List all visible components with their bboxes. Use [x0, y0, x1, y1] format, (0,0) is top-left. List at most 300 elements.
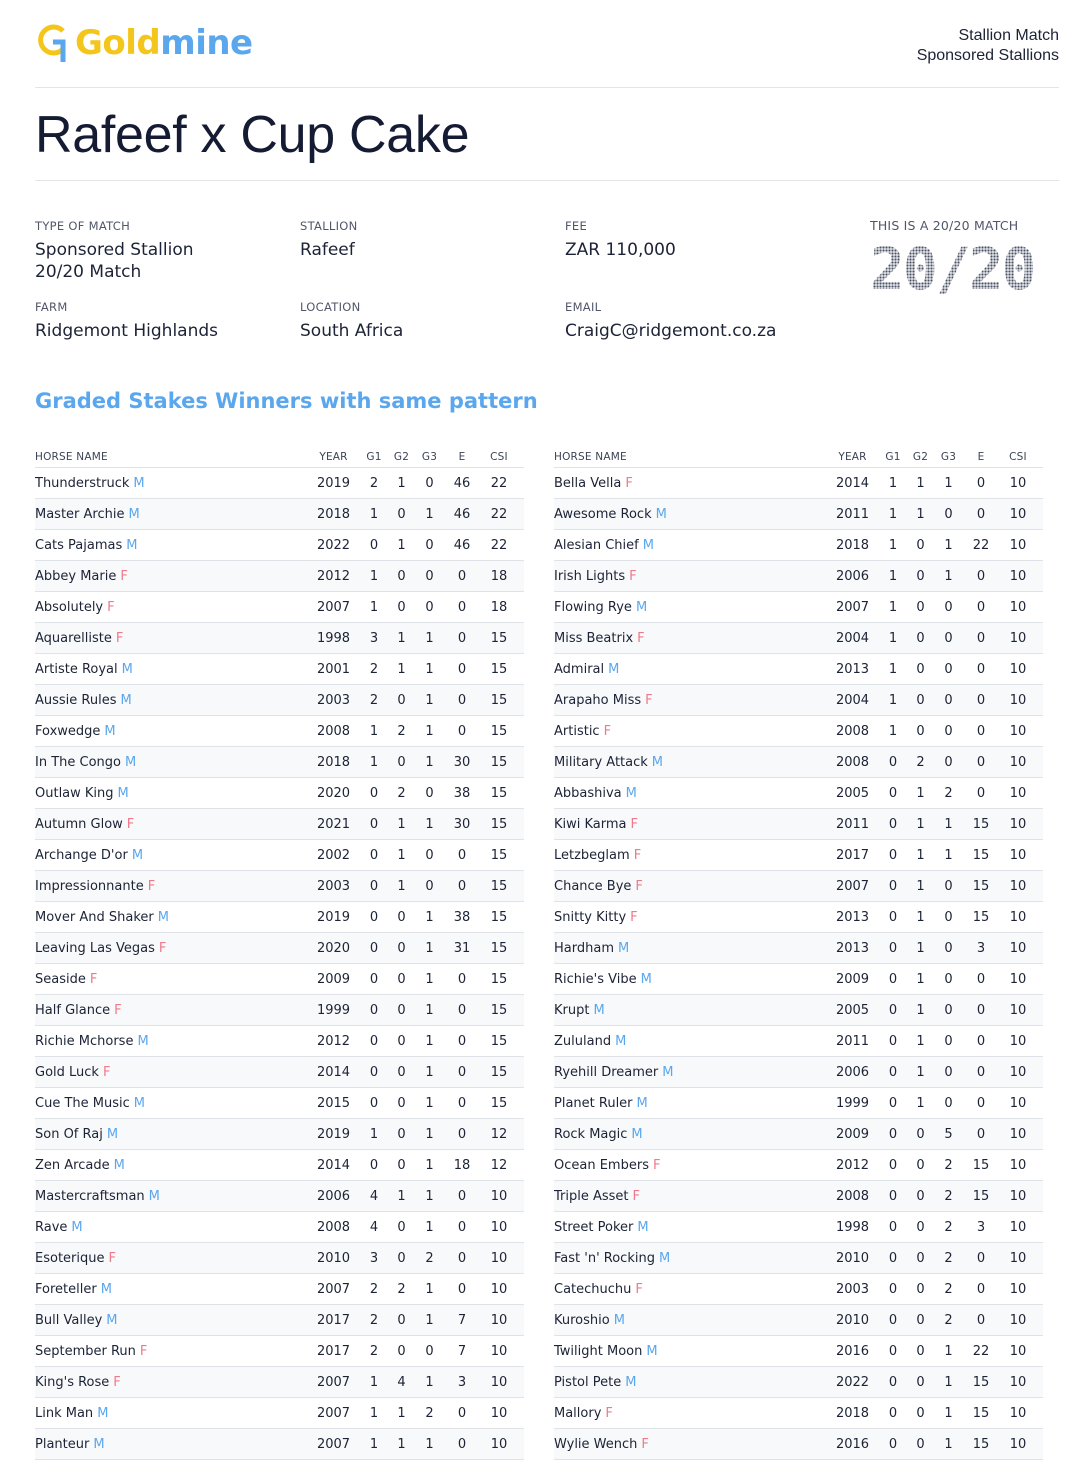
type-of-match-line2: 20/20 Match [35, 262, 142, 282]
horse-name: Letzbeglam [554, 847, 630, 863]
g3-cell: 0 [944, 1095, 953, 1111]
e-cell: 0 [976, 971, 986, 987]
csi-cell: 15 [490, 909, 508, 925]
horse-name-cell [35, 569, 307, 584]
g2-cell: 1 [397, 847, 406, 863]
csi-cell: 10 [1009, 1126, 1027, 1142]
horse-sex: M [120, 692, 132, 708]
g3-cell: 1 [425, 661, 434, 677]
csi-cell: 12 [490, 1157, 508, 1173]
e-cell: 15 [972, 816, 990, 832]
header-context [917, 26, 1059, 66]
g2-cell: 0 [397, 1126, 406, 1142]
year-cell: 2016 [835, 1343, 870, 1359]
e-cell: 0 [976, 1250, 986, 1266]
g2-cell: 0 [397, 971, 406, 987]
e-cell: 30 [453, 754, 471, 770]
g3-cell: 1 [425, 1095, 434, 1111]
column-header: E [977, 451, 985, 463]
year-cell: 2011 [835, 816, 870, 832]
horse-sex: F [629, 568, 637, 584]
g3-cell: 1 [944, 568, 953, 584]
g2-cell: 0 [916, 630, 925, 646]
horse-sex: F [637, 630, 645, 646]
horse-sex: M [104, 723, 116, 739]
horse-name-cell [35, 507, 307, 522]
g2-cell: 0 [916, 723, 925, 739]
horse-name-cell [35, 538, 307, 553]
horse-name-cell [554, 507, 826, 522]
g3-cell: 1 [944, 816, 953, 832]
csi-cell: 15 [490, 816, 508, 832]
table-row [554, 778, 1043, 809]
horse-name: Autumn Glow [35, 816, 123, 832]
horse-name: Ocean Embers [554, 1157, 649, 1173]
csi-cell: 10 [1009, 692, 1027, 708]
email-value[interactable]: CraigC@ridgemont.co.za [565, 321, 777, 341]
horse-sex: F [635, 1281, 643, 1297]
horse-sex: M [106, 1312, 118, 1328]
title-block [35, 100, 1059, 181]
horse-name: Fast 'n' Rocking [554, 1250, 655, 1266]
year-cell: 1998 [835, 1219, 870, 1235]
g3-cell: 2 [944, 785, 953, 801]
table-row [554, 809, 1043, 840]
g2-cell: 1 [916, 816, 925, 832]
g2-cell: 1 [916, 785, 925, 801]
csi-cell: 10 [1009, 785, 1027, 801]
horse-name-cell [35, 1437, 307, 1452]
horse-name: Alesian Chief [554, 537, 639, 553]
horse-sex: F [126, 816, 135, 832]
csi-cell: 15 [490, 1095, 508, 1111]
horse-sex: M [662, 1064, 674, 1080]
table-row [554, 685, 1043, 716]
horse-name: Seaside [35, 971, 86, 987]
type-of-match-value [35, 239, 194, 283]
g1-cell: 1 [369, 1126, 379, 1142]
e-cell: 0 [457, 661, 467, 677]
horse-sex: M [646, 1343, 658, 1359]
g1-cell: 0 [888, 1095, 898, 1111]
horse-name: Cue The Music [35, 1095, 130, 1111]
farm [35, 300, 218, 342]
g2-cell: 0 [397, 754, 406, 770]
year-cell: 2014 [316, 1157, 351, 1173]
g3-cell: 0 [944, 909, 953, 925]
g3-cell: 1 [425, 723, 434, 739]
year-cell: 2014 [316, 1064, 351, 1080]
g2-cell: 0 [397, 692, 406, 708]
horse-name: Artistic [554, 723, 600, 739]
g3-cell: 1 [944, 1436, 953, 1452]
g3-cell: 1 [425, 1219, 434, 1235]
horse-sex: M [640, 971, 652, 987]
g1-cell: 1 [369, 599, 379, 615]
e-cell: 46 [453, 506, 471, 522]
g1-cell: 0 [888, 878, 898, 894]
g1-cell: 3 [369, 630, 379, 646]
table-row [554, 499, 1043, 530]
csi-cell: 10 [490, 1312, 508, 1328]
csi-cell: 15 [490, 661, 508, 677]
g1-cell: 0 [888, 1281, 898, 1297]
year-cell: 2012 [316, 1033, 351, 1049]
horse-name: Irish Lights [554, 568, 626, 584]
table-row [554, 1057, 1043, 1088]
g1-cell: 0 [888, 971, 898, 987]
g2-cell: 0 [916, 537, 925, 553]
table-row [35, 654, 524, 685]
horse-name: In The Congo [35, 754, 121, 770]
column-header: G2 [912, 451, 929, 463]
year-cell: 2017 [316, 1312, 351, 1328]
g3-cell: 1 [425, 1188, 434, 1204]
horse-name-cell [554, 1158, 826, 1173]
csi-cell: 10 [1009, 878, 1027, 894]
csi-cell: 15 [490, 630, 508, 646]
year-cell: 2009 [835, 1126, 870, 1142]
horse-name: Awesome Rock [554, 506, 652, 522]
year-cell: 2003 [316, 878, 351, 894]
g1-cell: 0 [888, 1250, 898, 1266]
horse-name-cell [554, 1251, 826, 1266]
year-cell: 2003 [835, 1281, 870, 1297]
g3-cell: 0 [944, 1033, 953, 1049]
horse-sex: F [113, 1374, 121, 1390]
e-cell: 0 [976, 506, 986, 522]
e-cell: 3 [976, 1219, 986, 1235]
g2-cell: 0 [916, 1312, 925, 1328]
match-badge [870, 219, 1050, 301]
csi-cell: 10 [490, 1188, 508, 1204]
year-cell: 2010 [316, 1250, 351, 1266]
horse-name-cell [554, 755, 826, 770]
year-cell: 2017 [316, 1343, 351, 1359]
horse-name-cell [554, 1034, 826, 1049]
g1-cell: 2 [369, 692, 379, 708]
csi-cell: 18 [490, 568, 508, 584]
g2-cell: 0 [916, 1188, 925, 1204]
horse-name: Master Archie [35, 506, 125, 522]
horse-name: King's Rose [35, 1374, 110, 1390]
table-row [35, 1212, 524, 1243]
csi-cell: 10 [1009, 537, 1027, 553]
stakes-winners-table-right [554, 447, 1043, 1460]
g1-cell: 0 [369, 847, 379, 863]
csi-cell: 10 [1009, 847, 1027, 863]
horse-name-cell [35, 693, 307, 708]
horse-sex: M [615, 1033, 627, 1049]
e-cell: 0 [457, 878, 467, 894]
horse-name: Archange D'or [35, 847, 128, 863]
csi-cell: 10 [490, 1281, 508, 1297]
table-row [554, 1150, 1043, 1181]
e-cell: 22 [972, 537, 990, 553]
horse-name: Zen Arcade [35, 1157, 110, 1173]
year-cell: 2019 [316, 909, 351, 925]
year-cell: 2008 [835, 723, 870, 739]
g2-cell: 0 [916, 599, 925, 615]
year-cell: 1998 [316, 630, 351, 646]
g1-cell: 1 [888, 723, 898, 739]
g3-cell: 0 [425, 568, 434, 584]
g1-cell: 0 [888, 1219, 898, 1235]
header-context-line2: Sponsored Stallions [916, 47, 1059, 64]
table-row [554, 747, 1043, 778]
e-cell: 0 [457, 599, 467, 615]
type-of-match-line1: Sponsored Stallion [35, 240, 194, 260]
table-row [35, 1429, 524, 1460]
g3-cell: 1 [425, 1033, 434, 1049]
e-cell: 0 [457, 630, 467, 646]
g2-cell: 2 [397, 723, 406, 739]
g3-cell: 5 [944, 1126, 953, 1142]
horse-name-cell [35, 1003, 307, 1018]
e-cell: 38 [453, 909, 471, 925]
table-row [35, 840, 524, 871]
logo-text-blue: mine [160, 23, 253, 63]
horse-name-cell [554, 724, 826, 739]
column-header: E [458, 451, 466, 463]
horse-name: Aquarelliste [35, 630, 112, 646]
horse-name-cell [35, 476, 307, 491]
year-cell: 2009 [316, 971, 351, 987]
g1-cell: 1 [888, 630, 898, 646]
e-cell: 31 [453, 940, 471, 956]
g1-cell: 1 [888, 506, 898, 522]
g3-cell: 1 [425, 692, 434, 708]
csi-cell: 15 [490, 785, 508, 801]
horse-sex: M [655, 506, 667, 522]
page-title: Rafeef x Cup Cake [35, 106, 470, 164]
csi-cell: 10 [490, 1374, 508, 1390]
year-cell: 2005 [835, 785, 870, 801]
g1-cell: 2 [369, 475, 379, 491]
horse-name: Miss Beatrix [554, 630, 634, 646]
year-cell: 2012 [316, 568, 351, 584]
e-cell: 0 [976, 599, 986, 615]
csi-cell: 15 [490, 971, 508, 987]
horse-name: Mallory [554, 1405, 602, 1421]
year-cell: 2018 [835, 537, 870, 553]
table-row [554, 1429, 1043, 1460]
stallion [300, 219, 358, 261]
g2-cell: 0 [397, 1002, 406, 1018]
table-body [554, 468, 1043, 1460]
horse-name-cell [35, 1313, 307, 1328]
horse-sex: M [593, 1002, 605, 1018]
horse-sex: F [625, 475, 633, 491]
csi-cell: 10 [1009, 1095, 1027, 1111]
year-cell: 2011 [835, 506, 870, 522]
g1-cell: 0 [888, 847, 898, 863]
e-cell: 7 [457, 1312, 467, 1328]
g3-cell: 1 [425, 1374, 434, 1390]
g2-cell: 1 [397, 1405, 406, 1421]
horse-name-cell [35, 631, 307, 646]
horse-sex: M [637, 1219, 649, 1235]
g2-cell: 0 [397, 1250, 406, 1266]
horse-name-cell [554, 972, 826, 987]
year-cell: 2008 [316, 1219, 351, 1235]
table-header [35, 447, 524, 468]
header-context-line1: Stallion Match [958, 27, 1059, 44]
horse-sex: M [157, 909, 169, 925]
g2-cell: 1 [916, 909, 925, 925]
table-header [554, 447, 1043, 468]
year-cell: 2022 [316, 537, 351, 553]
horse-name-cell [35, 1344, 307, 1359]
g3-cell: 1 [425, 1157, 434, 1173]
csi-cell: 10 [490, 1250, 508, 1266]
csi-cell: 15 [490, 692, 508, 708]
g3-cell: 0 [944, 506, 953, 522]
g2-cell: 2 [916, 754, 925, 770]
column-header: G1 [366, 451, 382, 463]
g1-cell: 1 [888, 692, 898, 708]
g3-cell: 1 [425, 1312, 434, 1328]
horse-name-cell [35, 786, 307, 801]
table-row [35, 964, 524, 995]
column-header: G2 [393, 451, 410, 463]
e-cell: 0 [976, 785, 986, 801]
horse-sex: F [652, 1157, 661, 1173]
horse-sex: M [113, 1157, 125, 1173]
g1-cell: 0 [369, 1064, 379, 1080]
goldmine-logo[interactable] [35, 22, 253, 64]
g1-cell: 2 [369, 1281, 379, 1297]
g1-cell: 0 [888, 1343, 898, 1359]
horse-sex: F [115, 630, 124, 646]
horse-name-cell [554, 1313, 826, 1328]
horse-sex: F [630, 909, 638, 925]
year-cell: 2006 [835, 568, 870, 584]
g1-cell: 0 [369, 1033, 379, 1049]
g2-cell: 0 [916, 1281, 925, 1297]
g3-cell: 1 [425, 1281, 434, 1297]
csi-cell: 15 [490, 1033, 508, 1049]
e-cell: 0 [976, 630, 986, 646]
g3-cell: 0 [944, 599, 953, 615]
e-cell: 0 [976, 1281, 986, 1297]
g1-cell: 1 [369, 723, 379, 739]
year-cell: 1999 [835, 1095, 870, 1111]
g3-cell: 1 [944, 1343, 953, 1359]
g2-cell: 2 [397, 1281, 406, 1297]
g1-cell: 0 [888, 1157, 898, 1173]
horse-name: Abbey Marie [35, 568, 117, 584]
horse-name-cell [554, 1220, 826, 1235]
g3-cell: 1 [944, 1405, 953, 1421]
g2-cell: 4 [397, 1374, 406, 1390]
e-cell: 0 [976, 1126, 986, 1142]
column-header: G1 [885, 451, 901, 463]
g3-cell: 0 [944, 723, 953, 739]
table-row [35, 902, 524, 933]
g1-cell: 0 [369, 816, 379, 832]
g1-cell: 1 [888, 661, 898, 677]
g1-cell: 0 [888, 1436, 898, 1452]
e-cell: 22 [972, 1343, 990, 1359]
horse-sex: F [635, 878, 643, 894]
g1-cell: 0 [888, 1405, 898, 1421]
location-value: South Africa [300, 321, 404, 341]
g2-cell: 0 [397, 506, 406, 522]
g3-cell: 1 [425, 909, 434, 925]
horse-name: Artiste Royal [35, 661, 118, 677]
column-header: YEAR [319, 451, 348, 463]
year-cell: 2004 [835, 692, 870, 708]
table-row [35, 1274, 524, 1305]
csi-cell: 10 [1009, 475, 1027, 491]
g3-cell: 0 [944, 1064, 953, 1080]
horse-name-cell [35, 910, 307, 925]
table-row [554, 1181, 1043, 1212]
year-cell: 2008 [835, 1188, 870, 1204]
e-cell: 0 [457, 1002, 467, 1018]
g2-cell: 0 [397, 1219, 406, 1235]
location-label: LOCATION [300, 300, 361, 314]
horse-sex: M [625, 1374, 637, 1390]
g3-cell: 1 [944, 537, 953, 553]
g1-cell: 0 [369, 909, 379, 925]
g1-cell: 2 [369, 1343, 379, 1359]
horse-name: Flowing Rye [554, 599, 632, 615]
e-cell: 15 [972, 878, 990, 894]
stakes-winners-table-left [35, 447, 524, 1460]
year-cell: 2007 [316, 1374, 351, 1390]
e-cell: 15 [972, 1436, 990, 1452]
g3-cell: 0 [425, 475, 434, 491]
fee [565, 219, 676, 261]
table-row [554, 1243, 1043, 1274]
g2-cell: 0 [916, 1436, 925, 1452]
table-row [35, 1057, 524, 1088]
year-cell: 2014 [835, 475, 870, 491]
e-cell: 0 [976, 723, 986, 739]
horse-sex: M [642, 537, 654, 553]
horse-name-cell [554, 1096, 826, 1111]
table-row [554, 1212, 1043, 1243]
g1-cell: 0 [369, 940, 379, 956]
horse-name: Leaving Las Vegas [35, 940, 155, 956]
g3-cell: 1 [425, 971, 434, 987]
e-cell: 0 [457, 971, 467, 987]
g3-cell: 0 [425, 878, 434, 894]
csi-cell: 15 [490, 723, 508, 739]
g3-cell: 1 [425, 816, 434, 832]
table-row [35, 592, 524, 623]
g3-cell: 0 [425, 847, 434, 863]
g3-cell: 0 [425, 1343, 434, 1359]
horse-sex: M [658, 1250, 671, 1266]
horse-name: Mastercraftsman [35, 1188, 145, 1204]
horse-name: Absolutely [35, 599, 104, 615]
g2-cell: 1 [916, 1002, 925, 1018]
table-row [35, 685, 524, 716]
csi-cell: 10 [1009, 1250, 1027, 1266]
horse-name: Mover And Shaker [35, 909, 154, 925]
horse-sex: F [603, 723, 612, 739]
g1-cell: 0 [888, 1374, 898, 1390]
csi-cell: 10 [1009, 971, 1027, 987]
g2-cell: 0 [916, 1219, 925, 1235]
g2-cell: 0 [397, 1033, 406, 1049]
year-cell: 2007 [316, 1405, 351, 1421]
year-cell: 2020 [316, 785, 351, 801]
table-row [554, 902, 1043, 933]
